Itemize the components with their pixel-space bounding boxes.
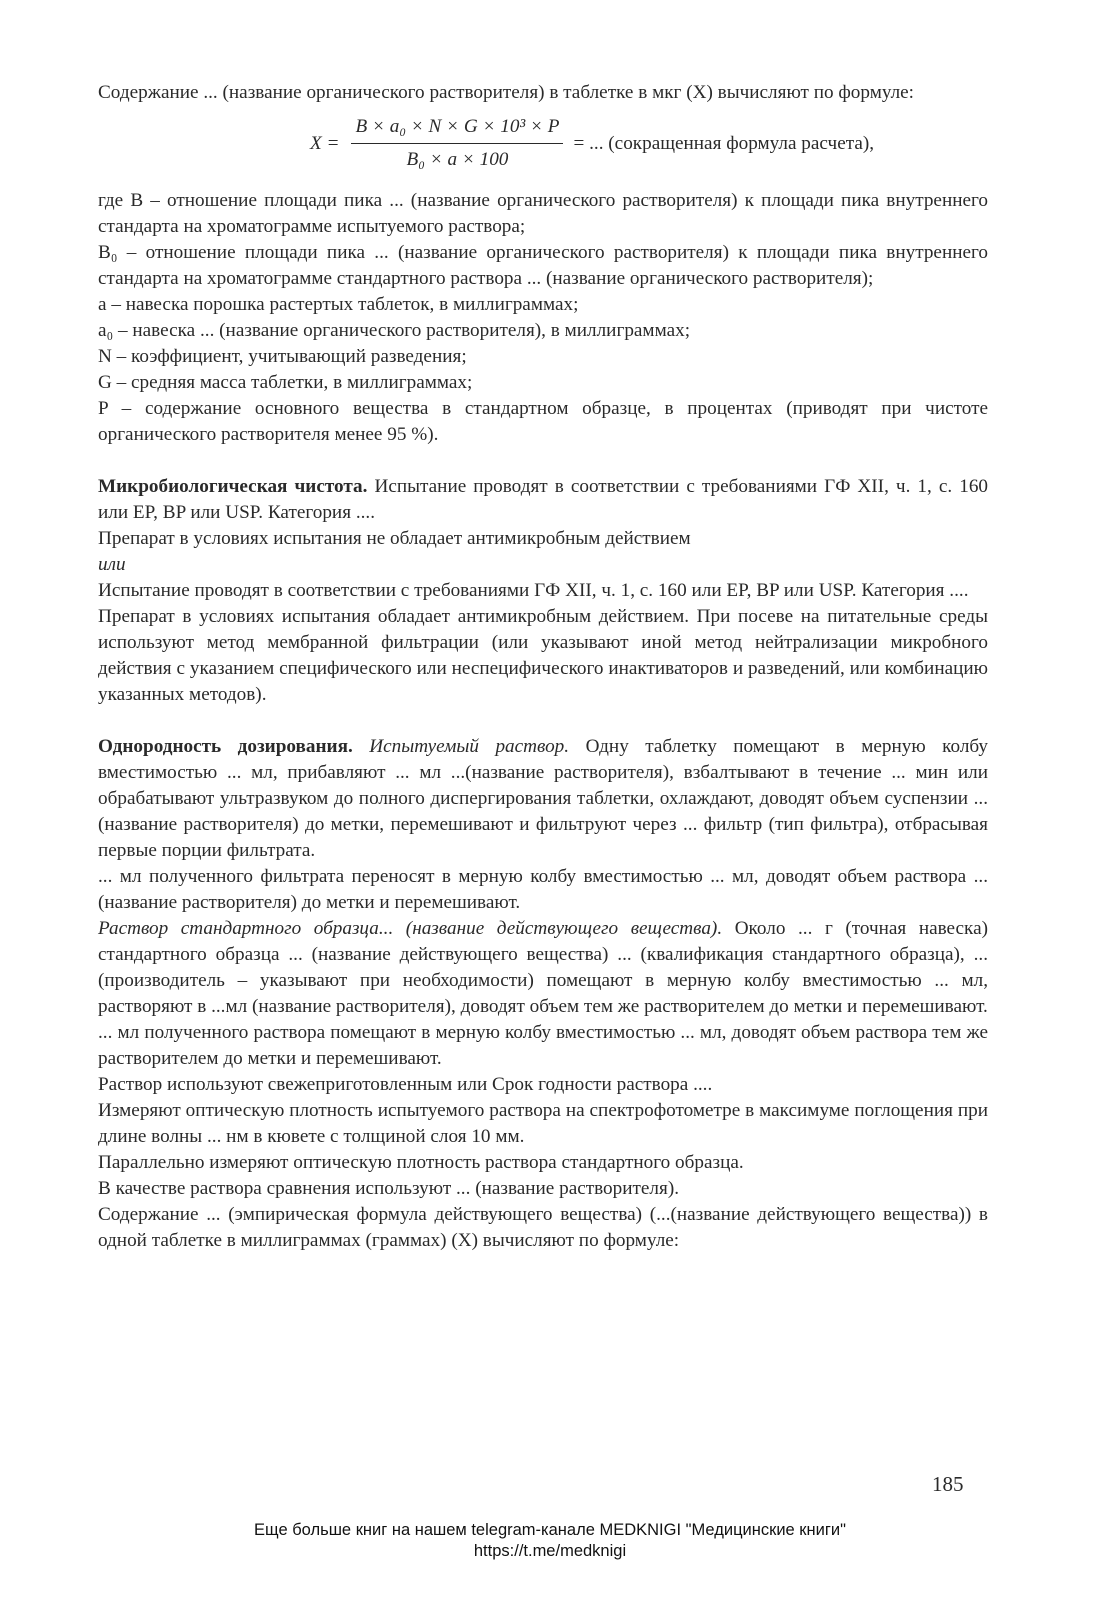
definition-b: где B – отношение площади пика ... (название органического растворителя) к площади пика внутреннего стандарта на хроматограмме испытуемого раствора; — [98, 190, 988, 237]
footer-banner — [0, 1520, 1100, 1562]
micro-or: или — [98, 554, 126, 575]
page-body — [98, 80, 988, 1254]
formula-lhs: X = — [310, 132, 340, 154]
page-number: 185 — [932, 1472, 964, 1496]
micro-paragraph-2: Препарат в условиях испытания не обладает антимикробным действием — [98, 528, 691, 549]
dose-text-1: Одну таблетку помещают в мерную колбу вместимостью ... мл, прибавляют ... мл ...(название растворителя), взбалтывают в течение ... мин или обрабатывают ультразвуком до полного диспергирования таблетки, охлаждают, доводят объем суспензии ... (название растворителя) до метки, перемешивают и фильтруют через ... фильтр (тип фильтра), отбрасывая первые порции фильтрата. — [98, 736, 989, 861]
dose-paragraph-3 — [98, 916, 988, 1020]
micro-paragraph-1 — [98, 474, 988, 526]
micro-text-1: Испытание проводят в соответствии с требованиями ГФ XII, ч. 1, с. 160 или EP, BP или USP. Категория .... — [98, 476, 989, 523]
dose-paragraph-8: В качестве раствора сравнения используют ... (название растворителя). — [98, 1178, 680, 1199]
formula-tail: = ... (сокращенная формула расчета), — [573, 132, 875, 154]
formula-block — [98, 114, 988, 184]
dose-text-3: Около ... г (точная навеска) стандартного образца ... (название действующего вещества) ... (квалификация стандартного образца), ... (производитель – указывают при необходимости) помещают в мерную колбу вместимостью ... мл, растворяют в ...мл (название растворителя), доводят объем тем же растворителем до метки и перемешивают. — [98, 918, 988, 1017]
definition-n: N – коэффициент, учитывающий разведения; — [98, 346, 467, 367]
footer-link[interactable]: https://t.me/medknigi — [473, 1542, 627, 1560]
dose-subheading-2: Раствор стандартного образца... (название действующего вещества). — [98, 918, 723, 939]
dose-paragraph-5: Раствор используют свежеприготовленным или Срок годности раствора .... — [98, 1074, 713, 1095]
formula-numerator: B × a₀ × N × G × 10³ × P — [351, 114, 563, 144]
definition-g: G – средняя масса таблетки, в миллиграммах; — [98, 372, 473, 393]
dose-paragraph-4: ... мл полученного раствора помещают в мерную колбу вместимостью ... мл, доводят объем раствора тем же растворителем до метки и перемешивают. — [98, 1022, 988, 1069]
micro-heading: Микробиологическая чистота. — [98, 476, 368, 497]
dose-paragraph-7: Параллельно измеряют оптическую плотность раствора стандартного образца. — [98, 1152, 744, 1173]
formula — [310, 114, 874, 173]
footer-line-1: Еще больше книг на нашем telegram-канале MEDKNIGI "Медицинские книги" — [254, 1521, 846, 1539]
dose-paragraph-2: ... мл полученного фильтрата переносят в мерную колбу вместимостью ... мл, доводят объем раствора ... (название растворителя) до метки и перемешивают. — [98, 866, 988, 913]
micro-paragraph-4: Препарат в условиях испытания обладает антимикробным действием. При посеве на питательные среды используют метод мембранной фильтрации (или указывают иной метод нейтрализации микробного действия с указанием специфического или неспецифического инактиваторов и разведений, или комбинацию указанных методов). — [98, 606, 988, 705]
formula-fraction — [351, 114, 563, 173]
micro-paragraph-3: Испытание проводят в соответствии с требованиями ГФ XII, ч. 1, с. 160 или EP, BP или USP. Категория .... — [98, 580, 969, 601]
definition-a: a – навеска порошка растертых таблеток, в миллиграммах; — [98, 294, 579, 315]
definition-b0: B₀ – отношение площади пика ... (название органического растворителя) к площади пика внутреннего стандарта на хроматограмме стандартного раствора ... (название органического растворителя); — [98, 242, 988, 289]
dose-paragraph-9: Содержание ... (эмпирическая формула действующего вещества) (...(название действующего вещества)) в одной таблетке в миллиграммах (граммах) (X) вычисляют по формуле: — [98, 1204, 988, 1251]
dose-paragraph-1 — [98, 734, 988, 864]
intro-paragraph: Содержание ... (название органического растворителя) в таблетке в мкг (X) вычисляют по формуле: — [98, 82, 915, 103]
definition-a0: a₀ – навеска ... (название органического растворителя), в миллиграммах; — [98, 320, 691, 341]
dose-subheading-1: Испытуемый раствор. — [369, 736, 570, 757]
dose-paragraph-6: Измеряют оптическую плотность испытуемого раствора на спектрофотометре в максимуме поглощения при длине волны ... нм в кювете с толщиной слоя 10 мм. — [98, 1100, 988, 1147]
definition-p: P – содержание основного вещества в стандартном образце, в процентах (приводят при чистоте органического растворителя менее 95 %). — [98, 398, 988, 445]
dose-heading: Однородность дозирования. — [98, 736, 353, 757]
formula-denominator: B₀ × a × 100 — [406, 149, 509, 170]
